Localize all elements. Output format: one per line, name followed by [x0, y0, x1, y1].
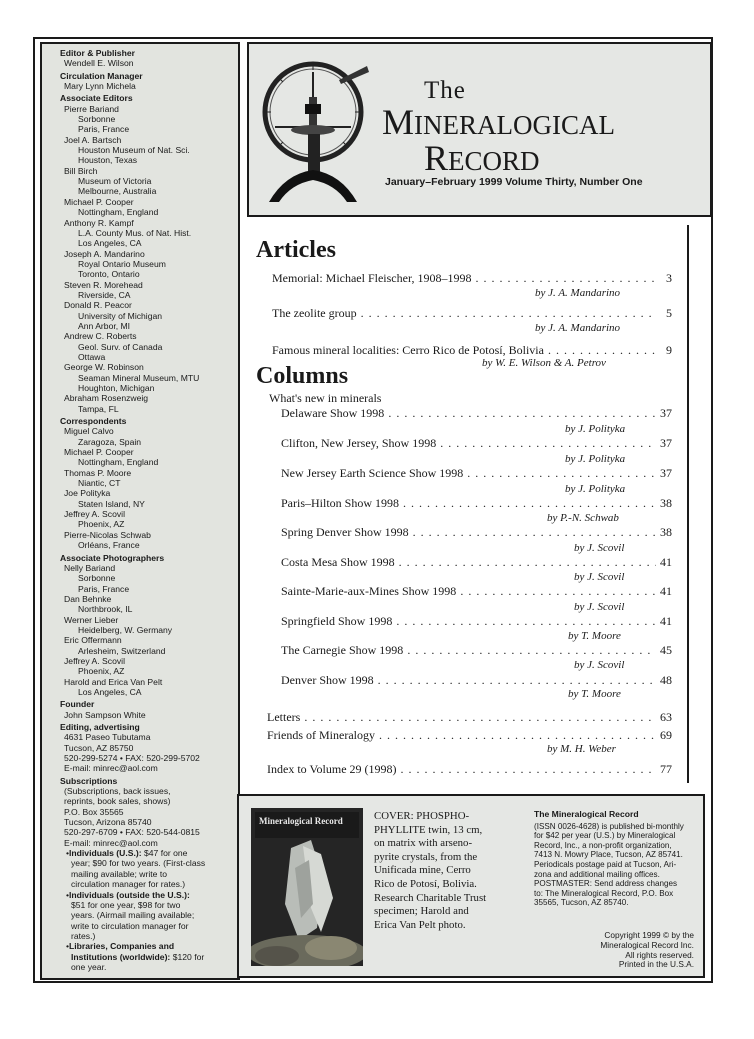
- toc-byline: by J. Scovil: [574, 601, 625, 613]
- toc-byline: by T. Moore: [568, 688, 621, 700]
- toc-title: Friends of Mineralogy: [267, 728, 375, 742]
- dot-leader: [379, 728, 656, 743]
- toc-byline: by J. Polityka: [565, 423, 626, 435]
- editor-heading: Editor & Publisher: [60, 48, 135, 58]
- caption-line: Rico de Potosí, Bolivia.: [374, 877, 477, 890]
- person-affiliation: Ann Arbor, MI: [78, 320, 131, 331]
- person-affiliation: Sorbonne: [78, 573, 116, 584]
- toc-byline: by W. E. Wilson & A. Petrov: [482, 357, 606, 369]
- toc-page: 38: [660, 496, 672, 510]
- publication-line: POSTMASTER: Send address changes: [534, 879, 678, 889]
- dot-leader: [467, 466, 656, 481]
- photographers-heading: Associate Photographers: [60, 552, 165, 563]
- dot-leader: [403, 496, 656, 511]
- publication-line: 7413 N. Mowry Place, Tucson, AZ 85741.: [534, 850, 683, 860]
- rate-libraries: •Libraries, Companies and: [66, 941, 175, 952]
- toc-entry-friends[interactable]: [267, 728, 672, 743]
- associate-editors-heading: Associate Editors: [60, 93, 133, 104]
- person-name: Joseph A. Mandarino: [64, 248, 145, 259]
- toc-byline: by J. A. Mandarino: [535, 287, 621, 299]
- toc-title: Costa Mesa Show 1998: [281, 555, 395, 569]
- title-the: The: [424, 77, 466, 104]
- person-affiliation: Northbrook, IL: [78, 604, 133, 615]
- toc-byline: by J. Polityka: [565, 453, 626, 465]
- toc-title: Clifton, New Jersey, Show 1998: [281, 436, 437, 450]
- cover-photo-image: [251, 808, 363, 966]
- publication-lines: [534, 822, 702, 908]
- caption-line: Research Charitable Trust: [374, 891, 487, 904]
- person-affiliation: Paris, France: [78, 124, 130, 135]
- person-affiliation: Sorbonne: [78, 114, 116, 125]
- address-line: 520-297-6709 • FAX: 520-544-0815: [64, 827, 200, 838]
- toc-page: 48: [660, 673, 672, 687]
- person-affiliation: Riverside, CA: [78, 289, 131, 300]
- toc-entry-article-1[interactable]: [272, 306, 672, 321]
- toc-title: Famous mineral localities: Cerro Rico de Potosí, Bolivia: [272, 343, 544, 357]
- person-affiliation: Museum of Victoria: [78, 176, 152, 187]
- toc-entry-article-0[interactable]: [272, 271, 672, 286]
- dot-leader: [378, 673, 656, 688]
- title-mineralogical-cap: M: [382, 102, 415, 142]
- toc-title: Delaware Show 1998: [281, 406, 385, 420]
- rate-intl-line-0: $51 for one year, $98 for two: [71, 899, 181, 910]
- toc-byline: by T. Moore: [568, 630, 621, 642]
- toc-page: 37: [660, 466, 672, 480]
- copyright-notice: [534, 931, 694, 970]
- editing-address: [61, 732, 232, 773]
- cover-caption: [374, 810, 504, 932]
- toc-entry-show-3[interactable]: [281, 496, 672, 511]
- toc-title: Paris–Hilton Show 1998: [281, 496, 400, 510]
- subscriptions-address: [61, 786, 232, 848]
- dot-leader: [413, 525, 656, 540]
- rate-us-line-0: $47 for one: [143, 848, 188, 859]
- masthead-sidebar: [40, 42, 240, 980]
- circulation-heading: Circulation Manager: [60, 70, 143, 81]
- rate-us: •Individuals (U.S.): $47 for one: [66, 848, 188, 859]
- magazine-header: [247, 42, 712, 217]
- address-line: (Subscriptions, back issues,: [64, 786, 171, 797]
- caption-line: specimen; Harold and: [374, 905, 469, 918]
- toc-entry-show-8[interactable]: [281, 643, 672, 658]
- dot-leader: [361, 306, 656, 321]
- person-name: George W. Robinson: [64, 362, 144, 373]
- toc-page: 37: [660, 436, 672, 450]
- toc-page: 41: [660, 555, 672, 569]
- toc-title: Memorial: Michael Fleischer, 1908–1998: [272, 271, 472, 285]
- person-affiliation: Houston Museum of Nat. Sci.: [78, 145, 190, 156]
- toc-entry-show-2[interactable]: [281, 466, 672, 481]
- publication-line: for $42 per year (U.S.) by Mineralogical: [534, 831, 676, 841]
- person-affiliation: Royal Ontario Museum: [78, 258, 166, 269]
- address-line: 520-299-5274 • FAX: 520-299-5702: [64, 753, 200, 764]
- columns-heading: Columns: [256, 363, 349, 389]
- toc-page: 41: [660, 614, 672, 628]
- person-affiliation: Houston, Texas: [78, 155, 138, 166]
- person-affiliation: Nottingham, England: [78, 457, 159, 468]
- address-line: E-mail: minrec@aol.com: [64, 837, 158, 848]
- publication-line: Periodicals postage paid at Tucson, Ari-: [534, 859, 677, 869]
- rate-intl-label: Individuals (outside the U.S.):: [69, 889, 190, 900]
- copyright-line: Copyright 1999 © by the: [604, 930, 694, 940]
- title-mineralogical-rest: INERALOGICAL: [414, 110, 615, 140]
- title-record-cap: R: [424, 138, 449, 178]
- person-affiliation: Nottingham, England: [78, 207, 159, 218]
- toc-title: The Carnegie Show 1998: [281, 643, 404, 657]
- person-name: Nelly Bariand: [64, 562, 116, 573]
- person-name: Anthony R. Kampf: [64, 217, 134, 228]
- toc-page: 69: [660, 728, 672, 742]
- toc-entry-show-4[interactable]: [281, 525, 672, 540]
- person-name: Abraham Rosenzweig: [64, 393, 149, 404]
- toc-title: Springfield Show 1998: [281, 614, 393, 628]
- rate-lib-line-1: one year.: [71, 961, 107, 972]
- address-line: E-mail: minrec@aol.com: [64, 763, 158, 774]
- address-line: reprints, book sales, shows): [64, 796, 171, 807]
- person-affiliation: Staten Island, NY: [78, 498, 145, 509]
- dot-leader: [548, 343, 656, 358]
- photographers-list: [61, 563, 232, 697]
- person-affiliation: Toronto, Ontario: [78, 269, 140, 280]
- toc-page: 77: [660, 762, 672, 776]
- person-affiliation: Zaragoza, Spain: [78, 436, 142, 447]
- toc-entry-show-5[interactable]: [281, 555, 672, 570]
- caption-line: PHYLLITE twin, 13 cm,: [374, 823, 483, 836]
- toc-page: 3: [666, 271, 672, 285]
- toc-byline: by J. Scovil: [574, 659, 625, 671]
- toc-byline: by J. Scovil: [574, 571, 625, 583]
- person-name: Eric Offermann: [64, 635, 122, 646]
- toc-entry-article-2[interactable]: [272, 343, 672, 358]
- rate-intl-line-1: years. (Airmail mailing available;: [71, 910, 195, 921]
- publication-line: (ISSN 0026-4628) is published bi-monthly: [534, 821, 684, 831]
- person-affiliation: L.A. County Mus. of Nat. Hist.: [78, 227, 192, 238]
- founder-name: John Sampson White: [64, 709, 146, 720]
- dot-leader: [407, 643, 656, 658]
- cover-and-publication-box: [237, 794, 705, 978]
- title-record-rest: ECORD: [448, 146, 540, 176]
- rate-intl-line-2: write to circulation manager for: [71, 920, 189, 931]
- person-name: Michael P. Cooper: [64, 447, 134, 458]
- person-name: Pierre-Nicolas Schwab: [64, 529, 151, 540]
- person-affiliation: Paris, France: [78, 583, 130, 594]
- person-affiliation: Tampa, FL: [78, 403, 119, 414]
- toc-byline: by M. H. Weber: [547, 743, 616, 755]
- person-name: Bill Birch: [64, 165, 98, 176]
- caption-line: COVER: PHOSPHO-: [374, 810, 470, 822]
- person-name: Michael P. Cooper: [64, 196, 134, 207]
- toc-page: 41: [660, 584, 672, 598]
- person-name: Joe Polityka: [64, 488, 111, 499]
- person-affiliation: Houghton, Michigan: [78, 383, 155, 393]
- person-affiliation: University of Michigan: [78, 310, 163, 321]
- rate-lib-label-2: Institutions (worldwide):: [71, 951, 171, 962]
- rate-us-line-2: mailing available; write to: [71, 868, 168, 879]
- toc-page: 5: [666, 306, 672, 320]
- rate-lib-line: [61, 952, 232, 962]
- person-affiliation: Phoenix, AZ: [78, 519, 125, 530]
- publication-line: to: The Mineralogical Record, P.O. Box: [534, 888, 674, 898]
- toc-title: New Jersey Earth Science Show 1998: [281, 466, 464, 480]
- person-affiliation: Los Angeles, CA: [78, 238, 142, 249]
- person-affiliation: Ottawa: [78, 351, 106, 362]
- person-affiliation: Orléans, France: [78, 540, 140, 551]
- publication-line: 35565, Tucson, AZ 85740.: [534, 898, 629, 908]
- toc-entry-show-9[interactable]: [281, 673, 672, 688]
- toc-entry-show-0[interactable]: [281, 406, 672, 421]
- rate-us-label: Individuals (U.S.):: [69, 848, 142, 859]
- person-name: Donald R. Peacor: [64, 300, 132, 311]
- person-affiliation: Niantic, CT: [78, 478, 121, 489]
- toc-entry-show-1[interactable]: [281, 436, 672, 451]
- publication-title: The Mineralogical Record: [534, 809, 639, 819]
- copyright-line: Mineralogical Record Inc.: [600, 939, 694, 950]
- person-name: Dan Behnke: [64, 593, 112, 604]
- caption-line: Unificada mine, Cerro: [374, 864, 471, 877]
- address-line: Tucson, AZ 85750: [64, 742, 134, 753]
- circulation-name: Mary Lynn Michela: [64, 81, 136, 92]
- correspondents-list: [61, 426, 232, 550]
- publication-info: [534, 810, 702, 908]
- person-name: Harold and Erica Van Pelt: [64, 676, 163, 687]
- toc-byline: by P.-N. Schwab: [547, 512, 619, 524]
- person-name: Thomas P. Moore: [64, 467, 132, 478]
- rate-lib-label: Libraries, Companies and: [69, 941, 175, 952]
- toc-title: Denver Show 1998: [281, 673, 374, 687]
- person-name: Jeffrey A. Scovil: [64, 509, 125, 520]
- person-name: Jeffrey A. Scovil: [64, 655, 125, 666]
- toc-title: Letters: [267, 710, 301, 724]
- associate-editors-list: [61, 104, 232, 414]
- dot-leader: [475, 271, 656, 286]
- person-name: Miguel Calvo: [64, 426, 114, 437]
- person-affiliation: Seaman Mineral Museum, MTU: [78, 372, 200, 383]
- publication-line: Record, Inc., a non-profit organization,: [534, 840, 672, 850]
- address-line: Tucson, Arizona 85740: [64, 817, 152, 828]
- address-line: P.O. Box 35565: [64, 806, 124, 817]
- toc-title: Index to Volume 29 (1998): [267, 762, 397, 776]
- person-name: Steven R. Morehead: [64, 279, 143, 290]
- person-affiliation: Melbourne, Australia: [78, 186, 157, 197]
- toc-byline: by J. Scovil: [574, 542, 625, 554]
- dot-leader: [401, 762, 656, 777]
- table-of-contents: [247, 225, 689, 783]
- toc-byline: by J. Polityka: [565, 483, 626, 495]
- publication-line: zona and additional mailing offices.: [534, 869, 660, 879]
- caption-line: pyrite crystals, from the: [374, 850, 478, 863]
- toc-entry-show-7[interactable]: [281, 614, 672, 629]
- caption-line: on matrix with arseno-: [374, 837, 473, 850]
- toc-entry-letters[interactable]: [267, 710, 672, 725]
- dot-leader: [460, 584, 656, 599]
- person-name: Andrew C. Roberts: [64, 331, 137, 342]
- toc-title: Spring Denver Show 1998: [281, 525, 409, 539]
- rate-us-line-1: year; $90 for two years. (First-class: [71, 858, 206, 869]
- person-affiliation: Arlesheim, Switzerland: [78, 645, 166, 656]
- dot-leader: [304, 710, 656, 725]
- subscriptions-heading: Subscriptions: [60, 775, 118, 786]
- cover-mini-title: Mineralogical Record: [259, 816, 343, 826]
- toc-title: Sainte-Marie-aux-Mines Show 1998: [281, 584, 457, 598]
- person-name: Pierre Bariand: [64, 103, 119, 114]
- correspondents-heading: Correspondents: [60, 416, 127, 427]
- dot-leader: [388, 406, 656, 421]
- founder-heading: Founder: [60, 699, 95, 710]
- person-affiliation: Geol. Surv. of Canada: [78, 341, 163, 352]
- articles-heading: Articles: [256, 237, 336, 263]
- toc-page: 37: [660, 406, 672, 420]
- rate-lib-line-0: $120 for: [172, 951, 205, 962]
- dot-leader: [396, 614, 656, 629]
- rate-us-line-3: circulation manager for rates.): [71, 879, 186, 890]
- copyright-line: Printed in the U.S.A.: [618, 959, 694, 970]
- person-name: Joel A. Bartsch: [64, 134, 122, 145]
- editing-heading: Editing, advertising: [60, 722, 140, 732]
- cover-thumbnail: [251, 808, 363, 966]
- editor-name: Wendell E. Wilson: [64, 58, 134, 69]
- address-line: 4631 Paseo Tubutama: [64, 732, 151, 743]
- toc-page: 45: [660, 643, 672, 657]
- toc-title: The zeolite group: [272, 306, 357, 320]
- toc-page: 9: [666, 343, 672, 357]
- dot-leader: [440, 436, 656, 451]
- rate-intl-line-3: rates.): [71, 930, 96, 941]
- dot-leader: [399, 555, 656, 570]
- person-name: Werner Lieber: [64, 614, 119, 625]
- toc-page: 63: [660, 710, 672, 724]
- toc-byline: by J. A. Mandarino: [535, 322, 621, 334]
- title-record: [424, 137, 540, 179]
- toc-entry-show-6[interactable]: [281, 584, 672, 599]
- caption-line: Erica Van Pelt photo.: [374, 918, 466, 931]
- person-affiliation: Phoenix, AZ: [78, 666, 125, 677]
- whats-new-heading: What's new in minerals: [269, 391, 382, 405]
- copyright-line: All rights reserved.: [625, 949, 694, 960]
- toc-entry-index[interactable]: [267, 762, 672, 777]
- person-affiliation: Los Angeles, CA: [78, 686, 142, 697]
- rate-intl: •Individuals (outside the U.S.):: [66, 889, 190, 900]
- toc-page: 38: [660, 525, 672, 539]
- issue-info: January–February 1999 Volume Thirty, Number One: [385, 176, 643, 188]
- person-affiliation: Heidelberg, W. Germany: [78, 624, 173, 635]
- goniometer-logo-icon: [255, 52, 371, 210]
